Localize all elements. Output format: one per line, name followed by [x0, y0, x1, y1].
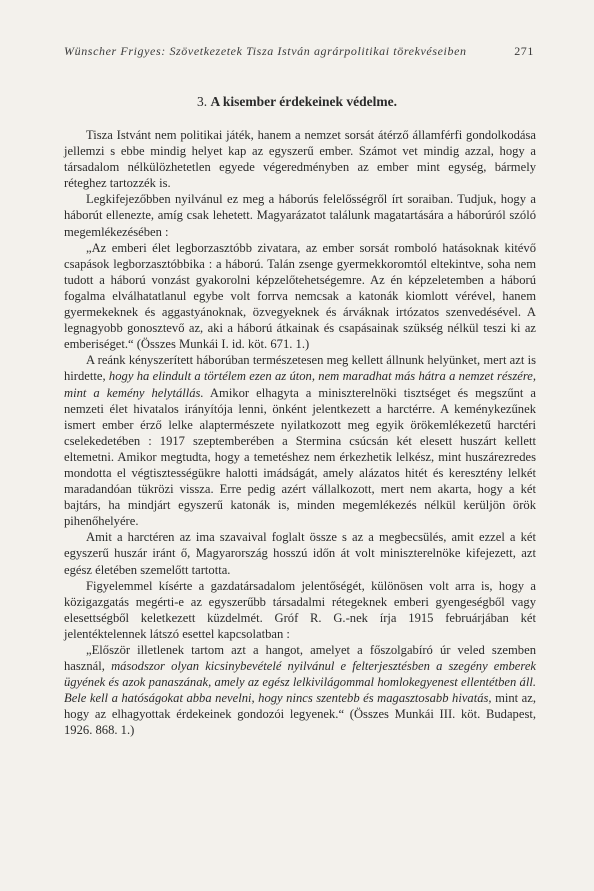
running-head-title: Wünscher Frigyes: Szövetkezetek Tisza István agrárpolitikai törekvéseiben: [64, 44, 467, 58]
paragraph: [64, 191, 536, 239]
italic-text: hogy ha elindult a törtélem ezen az úton, nem maradhat más hátra a nemzet részére, mint a kemény helytállás.: [64, 369, 536, 400]
text-run: A reánk kényszerített háborúban természetesen meg kellett állnunk helyünket, mert azt is hirdette,: [64, 353, 536, 384]
paragraph: [64, 529, 536, 577]
paragraph: [64, 578, 536, 642]
section-title: A kisember érdekeinek védelme.: [210, 94, 397, 109]
text-run: „Az emberi élet legborzasztóbb zivatara, az ember sorsát romboló hatásoknak kitévő csapások legborzasztóbbika : a háború. Talán zsenge gyermekkoromtól eltekintve, soha nem tudott a háború vonzást gyakorolni képzelőtehetségemre. Az én képzeletemben a háború fogalma elválhatatlanul egybe volt forrva nemcsak a katonák kiomlott vérével, hanem gyermekeknek és aggastyánoknak, özvegyeknek és árváknak irtózatos szenvedésével. A legnagyobb gonosztevő az, aki a háború átkainak és csapásainak szükség nélkül teszi ki az emberiséget.“ (Összes Munkái I. id. köt. 671. 1.): [64, 240, 536, 352]
text-run: Amit a harctéren az ima szavaival foglalt össze s az a megbecsülés, amit ezzel a két egyszerű huszár iránt ő, Magyarország hosszú időn át volt miniszterelnöke kifejezett, azt egész életében szemelőtt tartotta.: [64, 530, 536, 577]
body-text: [64, 127, 536, 739]
section-heading: [0, 94, 594, 110]
text-run: Figyelemmel kísérte a gazdatársadalom jelentőségét, különösen volt arra is, hogy a közigazgatás megérti-e az egyszerűbb társadalmi rétegeknek emberi gyengeségből vagy elesettségből keletkezett küzdelmét. Gróf R. G.-nek írja 1915 februárjában két jelentéktelennek látszó esettel kapcsolatban :: [64, 578, 536, 641]
text-run: Legkifejezőbben nyilvánul ez meg a háborús felelősségről írt soraiban. Tudjuk, hogy a háborút ellenezte, amíg csak lehetett. Magyarázatot találunk magatartására a háborúról szóló megemlékezésében :: [64, 192, 536, 239]
section-number: 3.: [197, 94, 208, 109]
page-number: 271: [514, 44, 534, 58]
italic-text: másodszor olyan kicsinybevételé nyilvánul e felterjesztésben a szegény emberek ügyének és azok panaszának, amely az egész lelkivilágommal homlokegyenest ellentétben áll. Bele kell a hatóságokat abba nevelni, hogy nincs szentebb és magasztosabb hivatás,: [64, 659, 536, 706]
paragraph: [64, 352, 536, 529]
text-run: Amikor elhagyta a miniszterelnöki tisztséget és megszűnt a nemzeti élet hivatalos irányítója lenni, önként jelentkezett a harctérre. A keménykezűnek ismert ember érző lelke alaptermészete nyilatkozott meg egyik örökemlékezetű harctéri cselekedetében : 1917 szeptemberében a Stermina csúcsán két elesett huszárt kellett eltemetni. Amikor megtudta, hogy a temetéshez nem érkezhetik lelkész, mint huszárezredes mondotta el végtisztességükre halotti imádságát, amely alázatos hitét és keresztény lelkét maradandóan tükrözi vissza. Erre pedig azért vállalkozott, mert nem akarta, hogy a két bajtárs, ha mindjárt egyszerű katonák is, minden megemlékezés nélkül kerüljön örök pihenőhelyére.: [64, 385, 537, 529]
paragraph: [64, 127, 536, 191]
text-run: Tisza Istvánt nem politikai játék, hanem a nemzet sorsát átérző államférfi gondolkodása jellemzi s ebbe mindig helyet kap az egyszerű ember. Számot vet mindig azzal, hogy a társadalom nélkülözhetetlen egyede végeredményben az ember mint egység, bármely réteghez tartozzék is.: [64, 128, 536, 191]
paragraph: [64, 642, 536, 739]
running-head: [64, 44, 534, 59]
text-run: mint az, hogy az elhagyottak érdekeinek gondozói legyenek.“ (Összes Munkái III. köt. Budapest, 1926. 868. 1.): [64, 691, 537, 738]
text-run: „Először illetlenek tartom azt a hangot, amelyet a főszolgabíró úr veled szemben használ,: [64, 643, 536, 674]
paragraph: [64, 240, 536, 353]
